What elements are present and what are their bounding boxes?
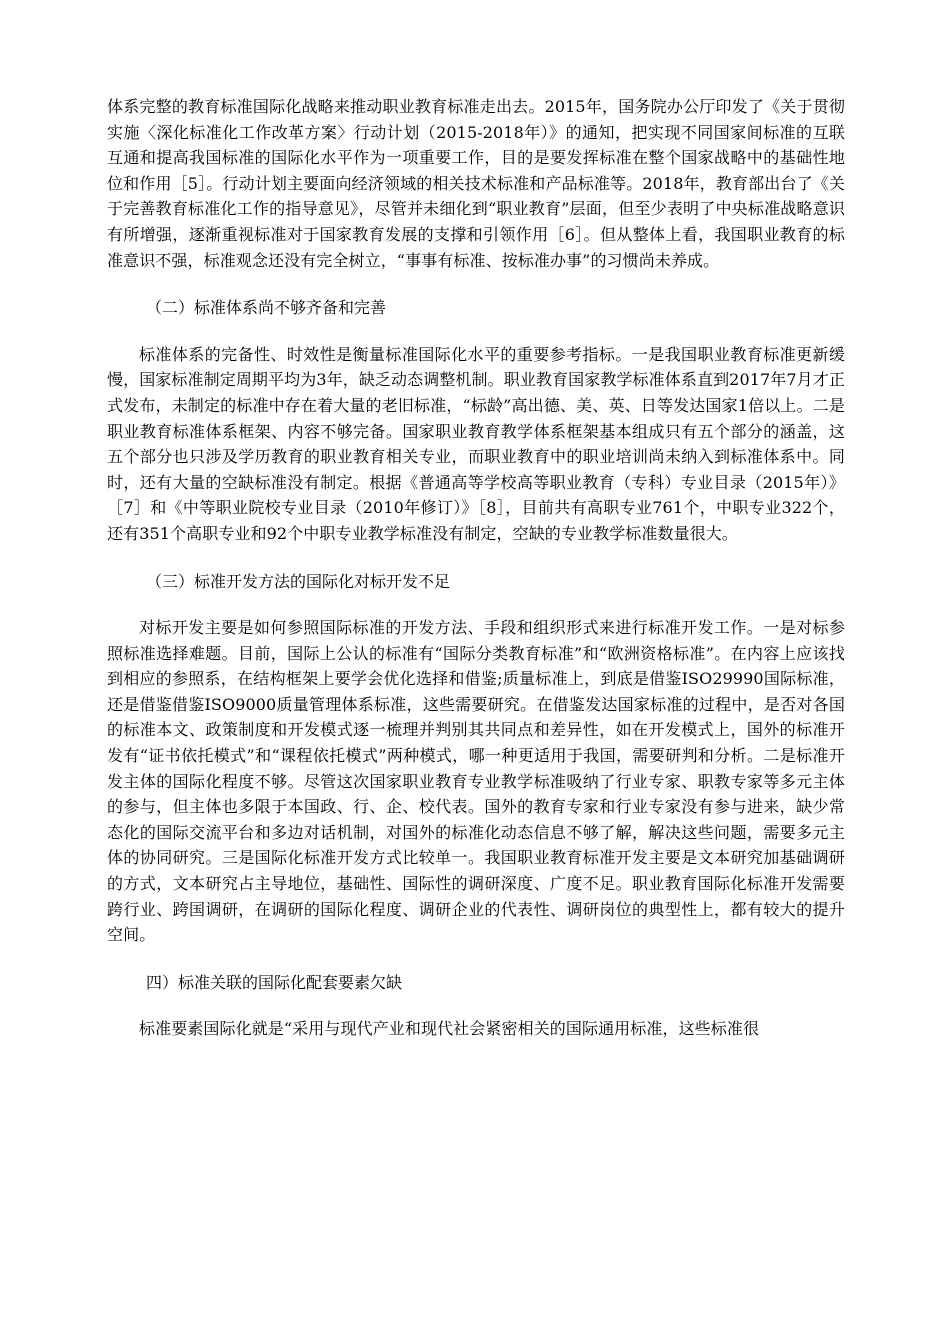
section-heading: 四）标准关联的国际化配套要素欠缺: [146, 972, 403, 992]
document-page: [107, 94, 845, 1042]
section-heading: （三）标准开发方法的国际化对标开发不足: [146, 571, 451, 591]
body-paragraph: 对标开发主要是如何参照国际标准的开发方法、手段和组织形式来进行标准开发工作。一是对标参照标准选择难题。目前，国际上公认的标准有“国际分类教育标准”和“欧洲资格标准”。在内容上应该找到相应的参照系，在结构框架上要学会优化选择和借鉴;质量标准上，到底是借鉴ISO29990国际标准，还是借鉴借鉴ISO9000质量管理体系标准，这些需要研究。在借鉴发达国家标准的过程中，是否对各国的标准本文、政策制度和开发模式逐一梳理并判别其共同点和差异性，如在开发模式上，国外的标准开发有“证书依托模式”和“课程依托模式”两种模式，哪一种更适用于我国，需要研判和分析。二是标准开发主体的国际化程度不够。尽管这次国家职业教育专业教学标准吸纳了行业专家、职教专家等多元主体的参与，但主体也多限于本国政、行、企、校代表。国外的教育专家和行业专家没有参与进来，缺少常态化的国际交流平台和多边对话机制，对国外的标准化动态信息不够了解，解决这些问题，需要多元主体的协同研究。三是国际化标准开发方式比较单一。我国职业教育标准开发主要是文本研究加基础调研的方式，文本研究占主导地位，基础性、国际性的调研深度、广度不足。职业教育国际化标准开发需要跨行业、跨国调研，在调研的国际化程度、调研企业的代表性、调研岗位的典型性上，都有较大的提升空间。: [107, 618, 845, 945]
body-paragraph: 标准要素国际化就是“采用与现代产业和现代社会紧密相关的国际通用标准，这些标准很: [139, 1019, 760, 1039]
section-heading: （二）标准体系尚不够齐备和完善: [146, 298, 387, 318]
body-paragraph: 标准体系的完备性、时效性是衡量标准国际化水平的重要参考指标。一是我国职业教育标准更新缓慢，国家标准制定周期平均为3年，缺乏动态调整机制。职业教育国家教学标准体系直到2017年7月才正式发布，未制定的标准中存在着大量的老旧标准，“标龄”高出德、美、英、日等发达国家1倍以上。二是职业教育标准体系框架、内容不够完备。国家职业教育教学体系框架基本组成只有五个部分的涵盖，这五个部分也只涉及学历教育的职业教育相关专业，而职业教育中的职业培训尚未纳入到标准体系中。同时，还有大量的空缺标准没有制定。根据《普通高等学校高等职业教育（专科）专业目录（2015年）》［7］和《中等职业院校专业目录（2010年修订）》［8］，目前共有高职专业761个，中职专业322个，还有351个高职专业和92个中职专业教学标准没有制定，空缺的专业教学标准数量很大。: [107, 344, 845, 543]
body-paragraph: 体系完整的教育标准国际化战略来推动职业教育标准走出去。2015年，国务院办公厅印发了《关于贯彻实施〈深化标准化工作改革方案〉行动计划（2015-2018年）》的通知，把实现不同国家间标准的互联互通和提高我国标准的国际化水平作为一项重要工作，目的是要发挥标准在整个国家战略中的基础性地位和作用［5］。行动计划主要面向经济领域的相关技术标准和产品标准等。2018年，教育部出台了《关于完善教育标准化工作的指导意见》，尽管并未细化到“职业教育”层面，但至少表明了中央标准战略意识有所增强，逐渐重视标准对于国家教育发展的支撑和引领作用［6］。但从整体上看，我国职业教育的标准意识不强，标准观念还没有完全树立，“事事有标准、按标准办事”的习惯尚未养成。: [107, 97, 845, 270]
